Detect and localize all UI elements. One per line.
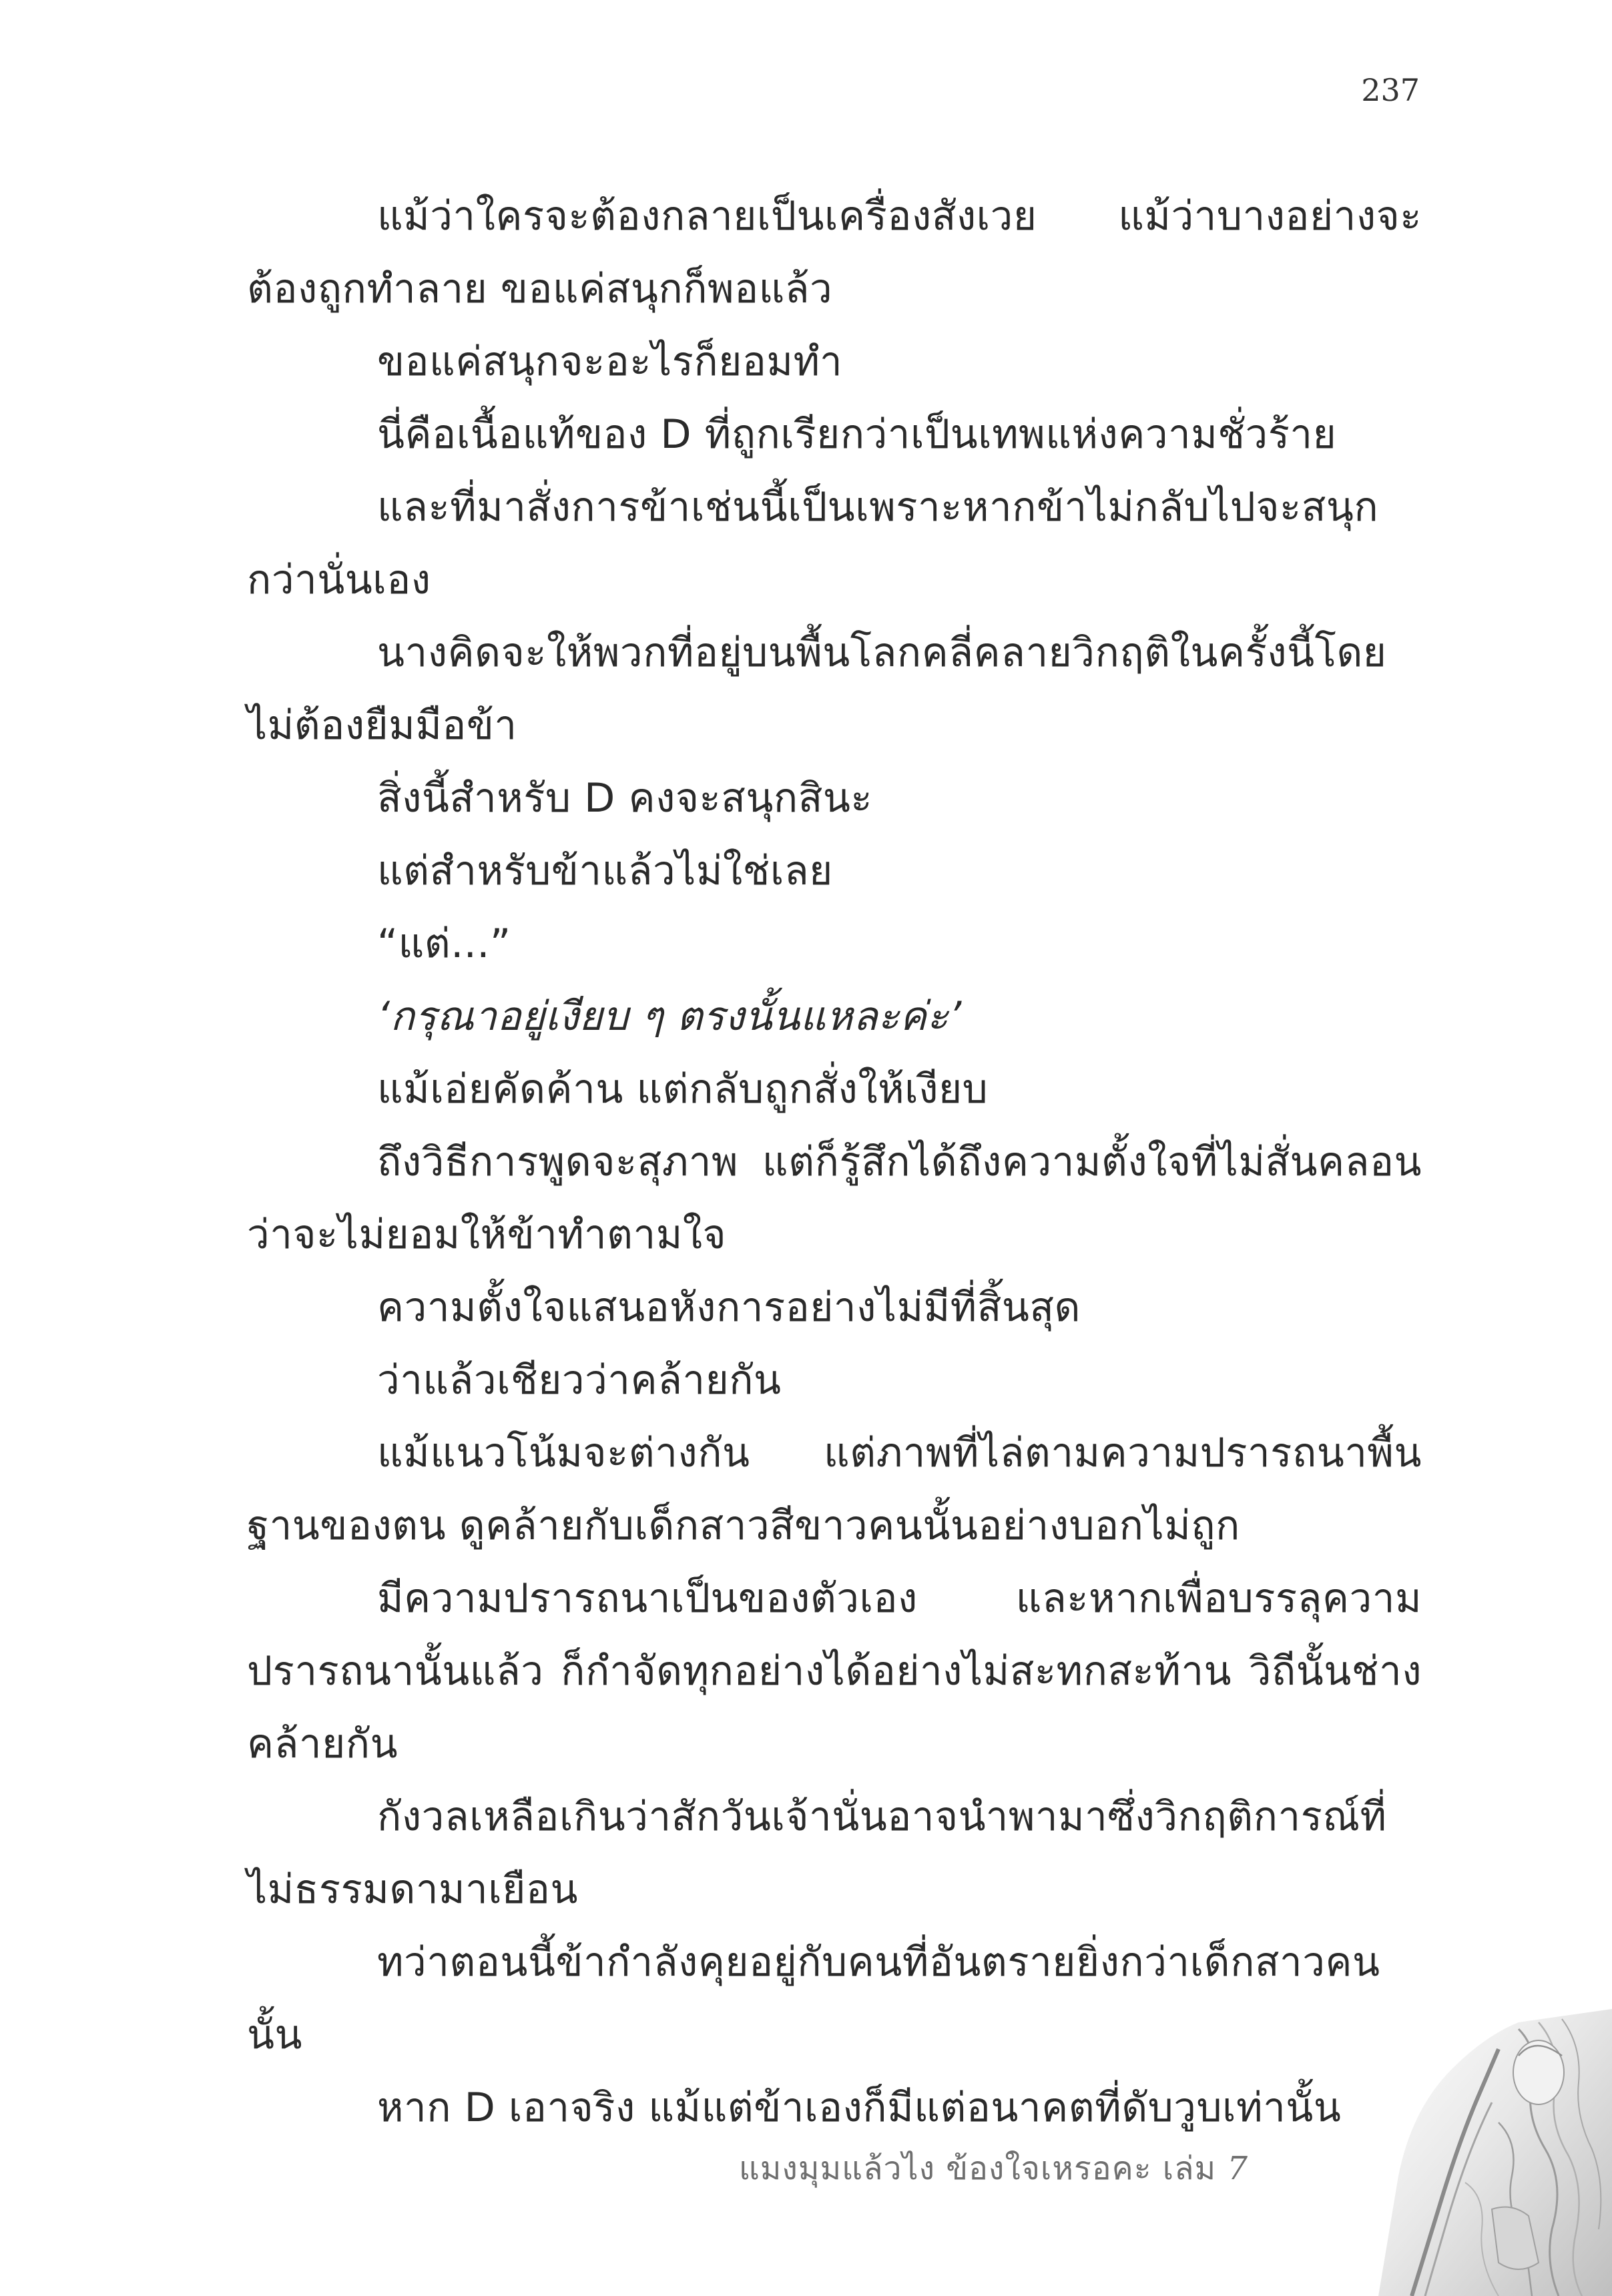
paragraph: กังวลเหลือเกินว่าสักวันเจ้านั่นอาจนำพามาซึ่งวิกฤติการณ์ที่ไม่ธรรมดามาเยือน [247,1793,1387,1913]
paragraph: ขอแค่สนุกจะอะไรก็ยอมทำ [377,338,843,385]
paragraph: แต่สำหรับข้าแล้วไม่ใช่เลย [377,848,833,894]
running-footer-title [739,2143,1248,2194]
paragraph: ทว่าตอนนี้ข้ากำลังคุยอยู่กับคนที่อันตรายยิ่งกว่าเด็กสาวคนนั้น [247,1939,1380,2058]
paragraph: ถึงวิธีการพูดจะสุภาพ แต่ก็รู้สึกได้ถึงความตั้งใจที่ไม่สั่นคลอนว่าจะไม่ยอมให้ข้าทำตามใจ [247,1139,1422,1258]
volume-number: 7 [1227,2150,1248,2187]
paragraph: ความตั้งใจแสนอหังการอย่างไม่มีที่สิ้นสุด [377,1284,1081,1331]
paragraph: สิ่งนี้สำหรับ D คงจะสนุกสินะ [377,775,873,822]
paragraph: แม้ว่าใครจะต้องกลายเป็นเครื่องสังเวย แม้ว่าบางอย่างจะต้องถูกทำลาย ขอแค่สนุกก็พอแล้ว [247,193,1422,312]
paragraph: นางคิดจะให้พวกที่อยู่บนพื้นโลกคลี่คลายวิกฤติในครั้งนี้โดยไม่ต้องยืมมือข้า [247,629,1387,749]
paragraph: ‘กรุณาอยู่เงียบ ๆ ตรงนั้นแหละค่ะ’ [377,993,962,1040]
body-text [247,180,1422,2144]
paragraph: “แต่...” [377,920,511,967]
paragraph: มีความปรารถนาเป็นของตัวเอง และหากเพื่อบรรลุความปรารถนานั้นแล้ว ก็กำจัดทุกอย่างได้อย่างไม่สะทกสะท้าน วิถีนั้นช่างคล้ายกัน [247,1575,1422,1767]
paragraph: และที่มาสั่งการข้าเช่นนี้เป็นเพราะหากข้าไม่กลับไปจะสนุกกว่านั่นเอง [247,484,1379,603]
page-number: 237 [1361,72,1420,108]
character-illustration-decoration [1298,2009,1612,2296]
paragraph: นี่คือเนื้อแท้ของ D ที่ถูกเรียกว่าเป็นเทพแห่งความชั่วร้าย [377,411,1337,458]
paragraph: ว่าแล้วเชียวว่าคล้ายกัน [377,1357,782,1404]
paragraph: หาก D เอาจริง แม้แต่ข้าเองก็มีแต่อนาคตที่ดับวูบเท่านั้น [377,2084,1342,2131]
paragraph: แม้แนวโน้มจะต่างกัน แต่ภาพที่ไล่ตามความปรารถนาพื้นฐานของตน ดูคล้ายกับเด็กสาวสีขาวคนนั้นอย่างบอกไม่ถูก [247,1430,1422,1549]
book-title: แมงมุมแล้วไง ข้องใจเหรอคะ เล่ม [738,2150,1217,2187]
paragraph: แม้เอ่ยคัดค้าน แต่กลับถูกสั่งให้เงียบ [377,1066,989,1113]
